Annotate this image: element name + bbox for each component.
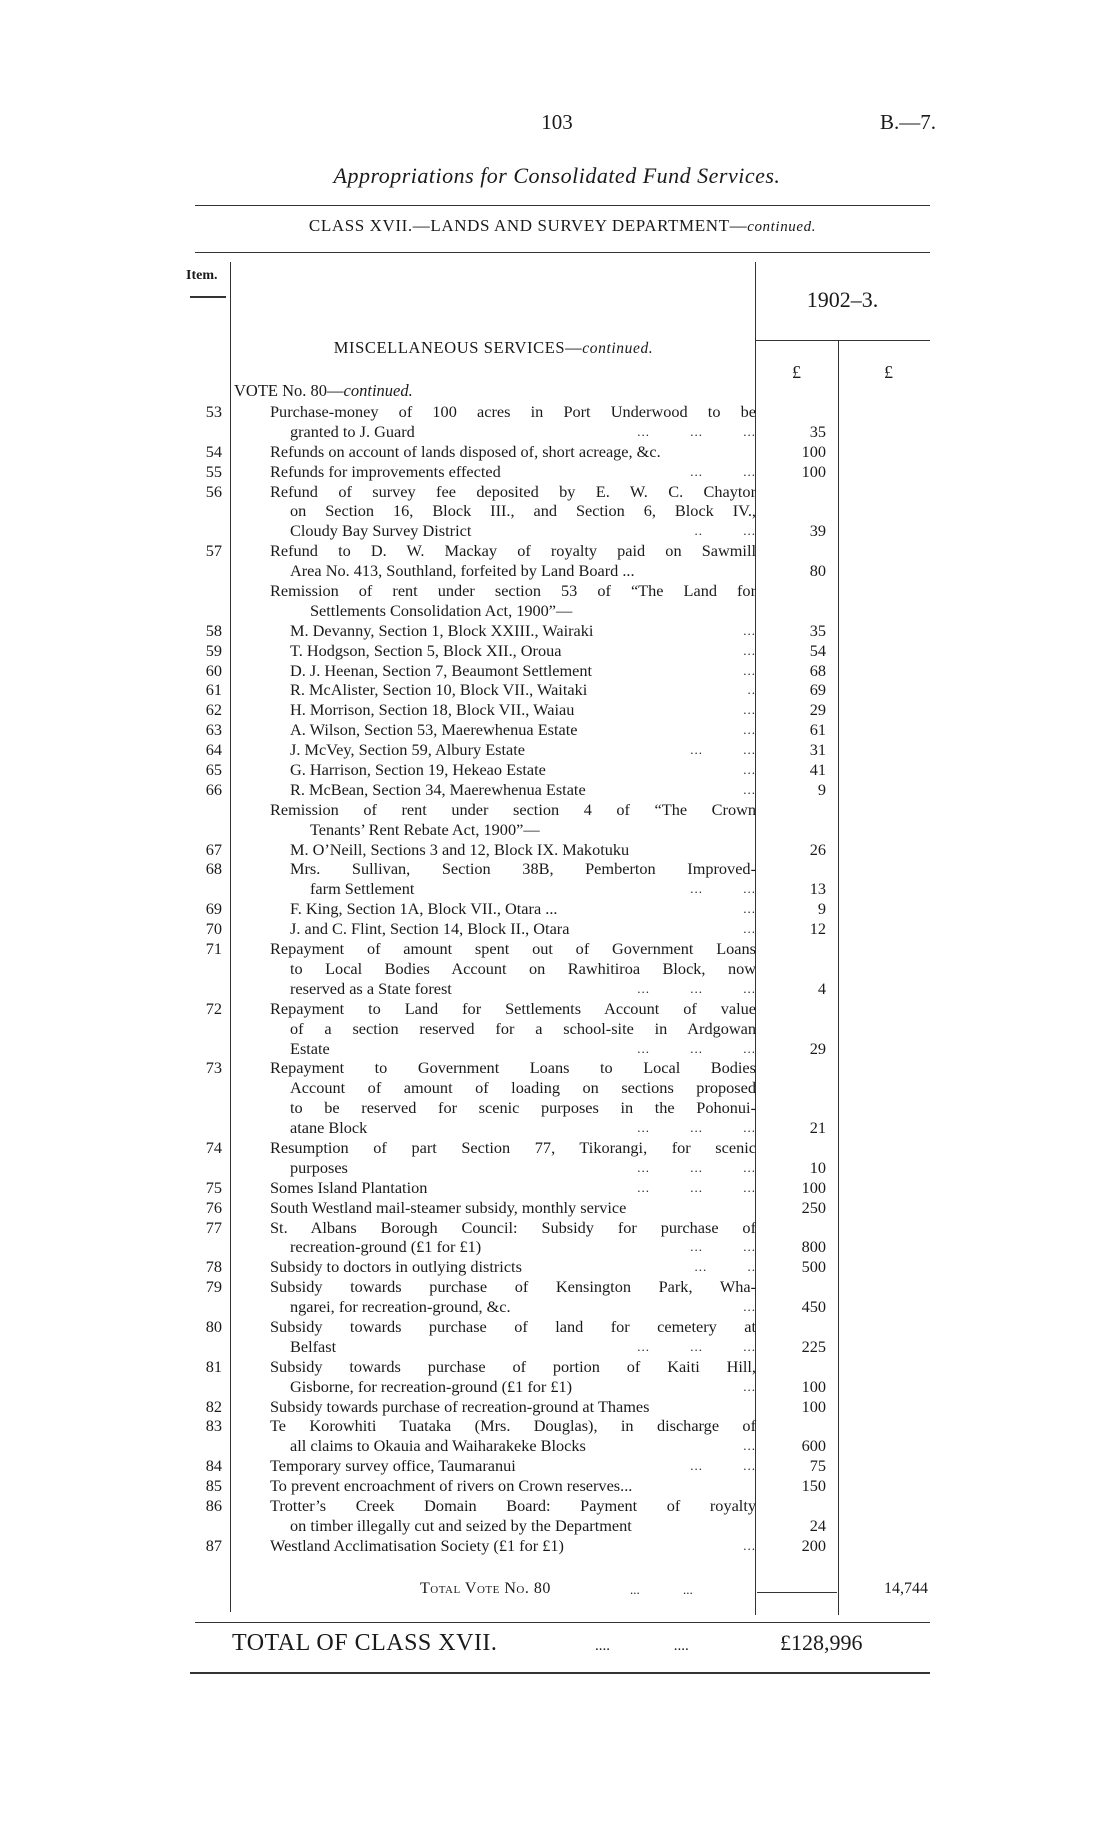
table-row-line	[186, 939, 846, 959]
table-row-line	[186, 1158, 846, 1178]
item-description: Refund of survey fee deposited by E. W. C. Chaytor	[270, 481, 756, 501]
document-reference: B.—7.	[880, 110, 937, 134]
dot-leader: ... ...	[690, 1458, 756, 1474]
item-number: 70	[205, 919, 222, 939]
item-description: R. McBean, Section 34, Maerewhenua Estate	[290, 779, 586, 799]
item-amount: 41	[809, 760, 826, 780]
item-description: M. Devanny, Section 1, Block XXIII., Wairaki	[290, 620, 594, 640]
item-amount: 100	[801, 461, 826, 481]
item-amount: 29	[809, 700, 826, 720]
table-row-line	[186, 919, 846, 939]
table-row-line	[186, 1078, 846, 1098]
section-heading-suffix: continued.	[582, 340, 654, 357]
item-amount: 54	[809, 640, 826, 660]
item-description: granted to J. Guard	[290, 421, 415, 441]
item-amount: 100	[801, 1177, 826, 1197]
item-description: farm Settlement	[310, 879, 415, 899]
dot-leader: ... ... ...	[637, 1120, 756, 1136]
divider	[190, 1672, 930, 1674]
item-amount: 600	[801, 1436, 826, 1456]
item-description: Subsidy towards purchase of recreation-ground at Thames	[270, 1396, 650, 1416]
item-description: M. O’Neill, Sections 3 and 12, Block IX. Makotuku	[290, 839, 630, 859]
year-header-rule	[755, 340, 930, 341]
section-heading	[232, 338, 755, 358]
dot-leader: ..	[747, 682, 756, 698]
table-row-line	[186, 1536, 846, 1556]
item-number: 67	[205, 839, 222, 859]
item-description: H. Morrison, Section 18, Block VII., Waiau	[290, 700, 575, 720]
table-row-line	[186, 1297, 846, 1317]
vote-heading-suffix: continued.	[343, 381, 413, 400]
item-description: Tenants’ Rent Rebate Act, 1900”—	[310, 819, 540, 839]
section-heading-text: MISCELLANEOUS SERVICES—	[333, 338, 583, 357]
dot-leader: ...	[743, 662, 756, 678]
table-row-line	[186, 1257, 846, 1277]
table-row-line	[186, 959, 846, 979]
table-row-line	[186, 1118, 846, 1138]
dot-leader: ... ...	[690, 463, 756, 479]
item-number: 66	[205, 779, 222, 799]
item-amount: 150	[801, 1476, 826, 1496]
table-row-line	[186, 1098, 846, 1118]
item-amount: 225	[801, 1336, 826, 1356]
table-row-line	[186, 402, 846, 422]
item-description: purposes	[290, 1157, 348, 1177]
grand-total-amount: £128,996	[780, 1630, 863, 1655]
dot-leader: ...	[743, 642, 756, 658]
item-number: 60	[205, 660, 222, 680]
item-description: Trotter’s Creek Domain Board: Payment of royalty	[270, 1495, 756, 1515]
grand-total-leader: .... ....	[595, 1638, 689, 1654]
table-row-line	[186, 641, 846, 661]
table-row-line	[186, 1377, 846, 1397]
item-description: reserved as a State forest	[290, 978, 452, 998]
table-row-line	[186, 1277, 846, 1297]
table-row-line	[186, 1416, 846, 1436]
table-row-line	[186, 1178, 846, 1198]
dot-leader: ... ...	[690, 742, 756, 758]
table-row-line	[186, 1476, 846, 1496]
item-amount: 500	[801, 1257, 826, 1277]
item-amount: 29	[809, 1038, 826, 1058]
item-amount: 35	[809, 620, 826, 640]
table-row-line	[186, 561, 846, 581]
item-number: 58	[205, 620, 222, 640]
table-row-line	[186, 442, 846, 462]
table-row-line	[186, 1397, 846, 1417]
item-description: Refunds for improvements effected	[270, 461, 501, 481]
total-vote-leader: ... ...	[630, 1582, 693, 1597]
item-description: all claims to Okauia and Waiharakeke Blocks	[290, 1436, 586, 1456]
subtotal-rule	[757, 1592, 837, 1593]
dot-leader: ...	[743, 622, 756, 638]
item-description: J. McVey, Section 59, Albury Estate	[290, 740, 525, 760]
table-row-line	[186, 1456, 846, 1476]
item-number: 71	[205, 939, 222, 959]
item-description: Refunds on account of lands disposed of, short acreage, &c.	[270, 441, 661, 461]
item-number: 87	[205, 1535, 222, 1555]
table-row-line	[186, 720, 846, 740]
table-row-line	[186, 581, 846, 601]
table-row-line	[186, 462, 846, 482]
item-number: 73	[205, 1058, 222, 1078]
item-description: Refund to D. W. Mackay of royalty paid on Sawmill	[270, 541, 756, 561]
dot-leader: ...	[743, 722, 756, 738]
item-number: 56	[205, 481, 222, 501]
item-number: 72	[205, 998, 222, 1018]
item-amount: 12	[809, 919, 826, 939]
dot-leader: ...	[743, 762, 756, 778]
table-row-line	[186, 621, 846, 641]
item-amount: 26	[809, 839, 826, 859]
item-number: 82	[205, 1396, 222, 1416]
item-description: R. McAlister, Section 10, Block VII., Waitaki	[290, 680, 588, 700]
table-row-line	[186, 879, 846, 899]
item-number: 81	[205, 1356, 222, 1376]
item-amount: 10	[809, 1157, 826, 1177]
item-description: Remission of rent under section 4 of “The Crown	[270, 799, 756, 819]
item-amount: 450	[801, 1297, 826, 1317]
table-row-line	[186, 1039, 846, 1059]
table-row-line	[186, 1516, 846, 1536]
dot-leader: ...	[743, 1537, 756, 1553]
item-amount: 800	[801, 1237, 826, 1257]
item-number: 61	[205, 680, 222, 700]
item-description: Subsidy to doctors in outlying districts	[270, 1257, 522, 1277]
table-row-line	[186, 422, 846, 442]
item-description: Westland Acclimatisation Society (£1 for £1)	[270, 1535, 564, 1555]
table-row-line	[186, 1198, 846, 1218]
table-row-line	[186, 1019, 846, 1039]
item-column-header: Item.	[186, 268, 218, 283]
item-description: Temporary survey office, Taumaranui	[270, 1456, 516, 1476]
table-row-line	[186, 1237, 846, 1257]
item-description: of a section reserved for a school-site in Ardgowan	[290, 1018, 756, 1038]
item-number: 64	[205, 740, 222, 760]
item-number: 77	[205, 1217, 222, 1237]
item-description: Somes Island Plantation	[270, 1177, 428, 1197]
table-row-line	[186, 482, 846, 502]
dot-leader: ... ... ...	[637, 980, 756, 996]
item-number: 62	[205, 700, 222, 720]
item-amount: 9	[817, 899, 826, 919]
table-row-line	[186, 800, 846, 820]
table-row-line	[186, 541, 846, 561]
divider	[195, 1622, 930, 1623]
dot-leader: ...	[743, 781, 756, 797]
divider	[195, 205, 930, 206]
item-description: Subsidy towards purchase of land for cemetery at	[270, 1316, 756, 1336]
table-row-line	[186, 760, 846, 780]
item-description: Resumption of part Section 77, Tikorangi, for scenic	[270, 1137, 756, 1157]
item-amount: 4	[817, 978, 826, 998]
class-heading-suffix: continued.	[747, 219, 817, 235]
total-vote-label: Total Vote No. 80	[420, 1580, 551, 1597]
table-row-line	[186, 820, 846, 840]
item-description: Gisborne, for recreation-ground (£1 for £1)	[290, 1376, 573, 1396]
dot-leader: ... ...	[690, 1239, 756, 1255]
dot-leader: ...	[743, 1378, 756, 1394]
dot-leader: ... ... ...	[637, 1179, 756, 1195]
dot-leader: ...	[743, 901, 756, 917]
item-description: F. King, Section 1A, Block VII., Otara ...	[290, 899, 558, 919]
dot-leader: ...	[743, 1438, 756, 1454]
dot-leader: ...	[743, 702, 756, 718]
currency-header-2: £	[884, 362, 893, 382]
item-number: 59	[205, 640, 222, 660]
item-number: 86	[205, 1495, 222, 1515]
item-description: Estate	[290, 1038, 330, 1058]
item-amount: 21	[809, 1118, 826, 1138]
vote-heading	[234, 381, 413, 401]
item-description: Repayment of amount spent out of Government Loans	[270, 939, 756, 959]
page-number: 103	[541, 110, 573, 134]
table-row-line	[186, 521, 846, 541]
year-column-header: 1902–3.	[806, 287, 879, 312]
table-row-line	[186, 1218, 846, 1238]
table-row-line	[186, 840, 846, 860]
item-amount: 24	[809, 1515, 826, 1535]
item-number: 65	[205, 760, 222, 780]
item-description: on Section 16, Block III., and Section 6, Block IV.,	[290, 501, 756, 521]
item-number: 79	[205, 1277, 222, 1297]
item-number: 83	[205, 1416, 222, 1436]
item-amount: 35	[809, 421, 826, 441]
table-row-line	[186, 661, 846, 681]
item-description: J. and C. Flint, Section 14, Block II., Otara	[290, 919, 570, 939]
page-title: Appropriations for Consolidated Fund Services.	[333, 163, 781, 188]
item-amount: 200	[801, 1535, 826, 1555]
item-amount: 69	[809, 680, 826, 700]
item-amount: 31	[809, 740, 826, 760]
item-description: Repayment to Government Loans to Local Bodies	[270, 1058, 756, 1078]
item-description: Area No. 413, Southland, forfeited by Land Board ...	[290, 561, 635, 581]
item-description: St. Albans Borough Council: Subsidy for purchase of	[270, 1217, 756, 1237]
table-row-line	[186, 501, 846, 521]
item-number: 63	[205, 720, 222, 740]
item-description: Subsidy towards purchase of portion of Kaiti Hill,	[270, 1356, 756, 1376]
table-row-line	[186, 1357, 846, 1377]
dot-leader: ... ... ...	[637, 423, 756, 439]
item-header-rule	[190, 296, 226, 298]
table-row-line	[186, 979, 846, 999]
item-amount: 9	[817, 779, 826, 799]
item-amount: 80	[809, 561, 826, 581]
appropriation-rows	[186, 402, 846, 1556]
dot-leader: ... ...	[690, 881, 756, 897]
item-number: 75	[205, 1177, 222, 1197]
item-description: G. Harrison, Section 19, Hekeao Estate	[290, 760, 546, 780]
item-number: 55	[205, 461, 222, 481]
item-description: ngarei, for recreation-ground, &c.	[290, 1297, 511, 1317]
dot-leader: ... ... ...	[637, 1159, 756, 1175]
item-amount: 68	[809, 660, 826, 680]
dot-leader: ... ... ...	[637, 1338, 756, 1354]
item-description: Account of amount of loading on sections proposed	[290, 1078, 756, 1098]
item-number: 85	[205, 1476, 222, 1496]
dot-leader: ...	[743, 1299, 756, 1315]
divider	[195, 252, 930, 253]
item-amount: 100	[801, 1396, 826, 1416]
dot-leader: ...	[743, 921, 756, 937]
item-description: Belfast	[290, 1336, 337, 1356]
item-description: Repayment to Land for Settlements Account of value	[270, 998, 756, 1018]
table-row-line	[186, 899, 846, 919]
table-row-line	[186, 780, 846, 800]
item-description: Settlements Consolidation Act, 1900”—	[310, 600, 573, 620]
item-amount: 100	[801, 441, 826, 461]
item-amount: 100	[801, 1376, 826, 1396]
item-number: 54	[205, 441, 222, 461]
grand-total-label: TOTAL OF CLASS XVII.	[232, 1630, 498, 1656]
dot-leader: .. ...	[694, 523, 756, 539]
item-number: 84	[205, 1456, 222, 1476]
class-heading	[195, 216, 930, 236]
table-row-line	[186, 601, 846, 621]
table-row-line	[186, 859, 846, 879]
item-number: 80	[205, 1316, 222, 1336]
table-row-line	[186, 999, 846, 1019]
item-description: Mrs. Sullivan, Section 38B, Pemberton Improved-	[290, 859, 756, 879]
item-description: A. Wilson, Section 53, Maerewhenua Estate	[290, 720, 578, 740]
table-row-line	[186, 740, 846, 760]
item-description: recreation-ground (£1 for £1)	[290, 1237, 482, 1257]
item-description: To prevent encroachment of rivers on Crown reserves...	[270, 1476, 633, 1496]
item-description: Purchase-money of 100 acres in Port Underwood to be	[270, 402, 756, 421]
item-number: 53	[205, 402, 222, 421]
item-amount: 75	[809, 1456, 826, 1476]
item-amount: 250	[801, 1197, 826, 1217]
item-number: 68	[205, 859, 222, 879]
table-row-line	[186, 1317, 846, 1337]
item-description: to be reserved for scenic purposes in the Pohonui-	[290, 1098, 756, 1118]
item-amount: 61	[809, 720, 826, 740]
item-number: 57	[205, 541, 222, 561]
item-description: D. J. Heenan, Section 7, Beaumont Settlement	[290, 660, 593, 680]
item-description: atane Block	[290, 1118, 368, 1138]
item-amount: 13	[809, 879, 826, 899]
table-row-line	[186, 1058, 846, 1078]
total-vote-amount: 14,744	[884, 1580, 928, 1597]
item-description: South Westland mail-steamer subsidy, monthly service	[270, 1197, 627, 1217]
item-description: on timber illegally cut and seized by the Department	[290, 1515, 632, 1535]
item-number: 69	[205, 899, 222, 919]
table-row-line	[186, 700, 846, 720]
item-description: Te Korowhiti Tuataka (Mrs. Douglas), in discharge of	[270, 1416, 756, 1436]
table-row-line	[186, 1337, 846, 1357]
item-description: T. Hodgson, Section 5, Block XII., Oroua	[290, 640, 562, 660]
item-amount: 39	[809, 521, 826, 541]
item-number: 76	[205, 1197, 222, 1217]
table-row-line	[186, 1138, 846, 1158]
item-description: Cloudy Bay Survey District	[290, 521, 472, 541]
table-row-line	[186, 680, 846, 700]
currency-header-1: £	[792, 362, 801, 382]
item-number: 78	[205, 1257, 222, 1277]
dot-leader: ... ..	[694, 1259, 756, 1275]
vote-heading-text: VOTE No. 80—	[234, 381, 344, 400]
item-description: Remission of rent under section 53 of “The Land for	[270, 581, 756, 601]
item-description: Subsidy towards purchase of Kensington Park, Wha-	[270, 1277, 756, 1297]
table-row-line	[186, 1436, 846, 1456]
item-number: 74	[205, 1137, 222, 1157]
table-row-line	[186, 1496, 846, 1516]
dot-leader: ... ... ...	[637, 1040, 756, 1056]
class-heading-text: CLASS XVII.—LANDS AND SURVEY DEPARTMENT—	[308, 216, 748, 235]
item-description: to Local Bodies Account on Rawhitiroa Block, now	[290, 958, 756, 978]
